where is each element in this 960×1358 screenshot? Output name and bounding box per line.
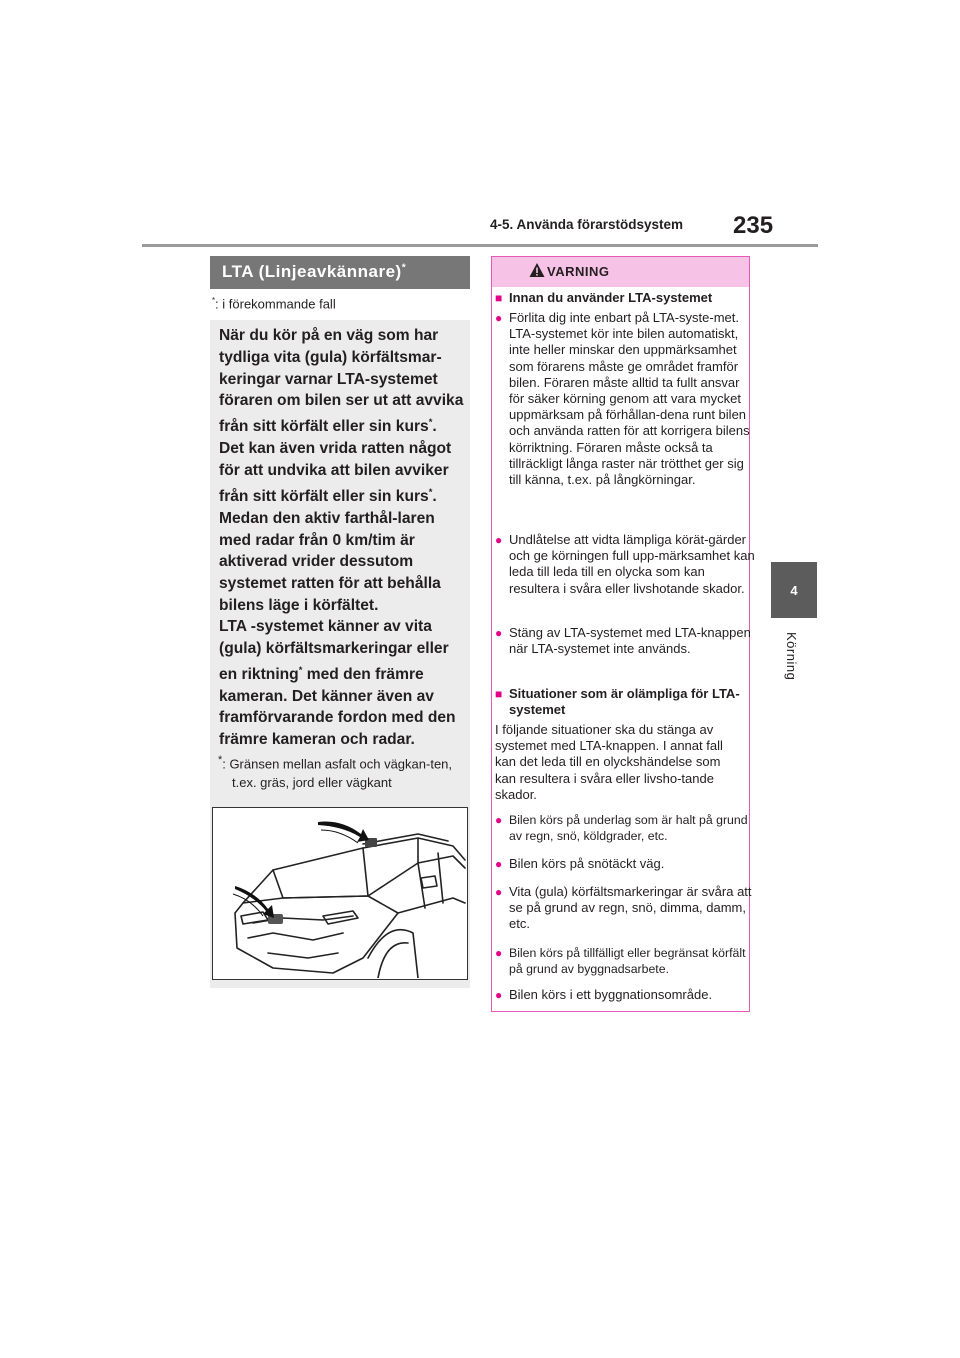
section-heading: [210, 256, 470, 289]
summary-text: När du kör på en väg som har tydliga vita (gula) körfältsmar-keringar varnar LTA-systemet föraren om bilen ser ut att avvika från sitt körfält eller sin kurs: [219, 327, 464, 436]
box-footnote: [218, 751, 480, 792]
header-divider: [142, 244, 818, 247]
warning-bullet-2: ● Undlåtelse att vidta lämpliga körät-gärder och ge körningen full upp-märksamhet kan leda till leda till en olycka som kan resultera i svåra eller livshotande skador.: [495, 532, 757, 597]
warning-paragraph: I följande situationer ska du stänga av systemet med LTA-knappen. I annat fall kan det leda till en olyckshändelse som kan resultera i svåra eller livsho-tande skador.: [495, 722, 723, 802]
summary-text: LTA -systemet känner av vita (gula) körfältsmarkeringar eller en riktning: [219, 618, 449, 683]
section-title: 4-5. Använda förarstödsystem: [490, 217, 684, 232]
warning-subheading-2: ■ Situationer som är olämpliga för LTA-systemet: [495, 686, 757, 718]
warning-bullet-3: ● Stäng av LTA-systemet med LTA-knappen när LTA-systemet inte används.: [495, 625, 757, 657]
situation-bullet-1: ● Bilen körs på underlag som är halt på grund av regn, snö, köldgrader, etc.: [495, 812, 757, 844]
heading-footnote-mark: *: [401, 262, 407, 274]
summary-text: med den främre kameran. Det känner även av framförvarande fordon med den främre kameran och radar.: [219, 665, 456, 749]
section-heading-text: LTA (Linjeavkännare): [222, 262, 402, 281]
situation-bullet-2: ● Bilen körs på snötäckt väg.: [495, 856, 757, 872]
summary-text: . Det kan även vrida ratten något för att undvika att bilen avviker från sitt körfält eller sin kurs: [219, 418, 452, 505]
summary-text: . Medan den aktiv farthål-laren med radar från 0 km/tim är aktiverad vrider dessutom systemet ratten för att behålla bilens läge i körfältet.: [219, 487, 441, 614]
footnote-mark: *: [428, 486, 433, 497]
situation-bullet-4: ● Bilen körs på tillfälligt eller begränsat körfält på grund av byggnadsarbete.: [495, 945, 757, 977]
situation-bullet-3: ● Vita (gula) körfältsmarkeringar är svåra att se på grund av regn, snö, dimma, damm, etc.: [495, 884, 757, 933]
footnote-mark: *: [218, 754, 223, 766]
footnote-mark: *: [428, 417, 433, 428]
warning-subheading-1: ■ Innan du använder LTA-systemet: [495, 290, 757, 306]
chapter-number: 4: [790, 582, 798, 598]
page-number: 235: [733, 212, 774, 239]
camera-pointer-arrow-icon: [318, 822, 369, 843]
situation-bullet-5: ● Bilen körs i ett byggnationsområde.: [495, 987, 757, 1003]
warning-title: VARNING: [547, 264, 610, 279]
availability-footnote: [212, 296, 336, 311]
box-footnote-text: : Gränsen mellan asfalt och vägkan-ten, t.ex. gräs, jord eller vägkant: [222, 756, 453, 791]
footnote-mark: *: [298, 664, 303, 675]
warning-triangle-icon: [529, 262, 545, 278]
warning-bullet-1: ● Förlita dig inte enbart på LTA-syste-met. LTA-systemet kör inte bilen automatiskt, inte heller minskar den uppmärksamhet som förarens måste ge området framför bilen. Föraren måste alltid ta fullt ansvar för säker körning genom att vara mycket uppmärksam på förhållan-dena runt bilen och använda ratten för att korrigera bilens körriktning. Föraren måste också ta tillräckligt långa raster när trötthet ger sig till känna, t.ex. på långkörningar.: [495, 310, 757, 488]
chapter-label: Körning: [784, 632, 799, 681]
car-camera-radar-illustration: [213, 808, 466, 978]
summary-paragraph-1: [219, 325, 465, 617]
car-illustration: [212, 807, 468, 980]
chapter-tab: [771, 562, 817, 618]
footnote-text: : i förekommande fall: [215, 296, 336, 312]
summary-paragraph-2: [219, 616, 465, 751]
footnote-mark: *: [212, 296, 216, 305]
